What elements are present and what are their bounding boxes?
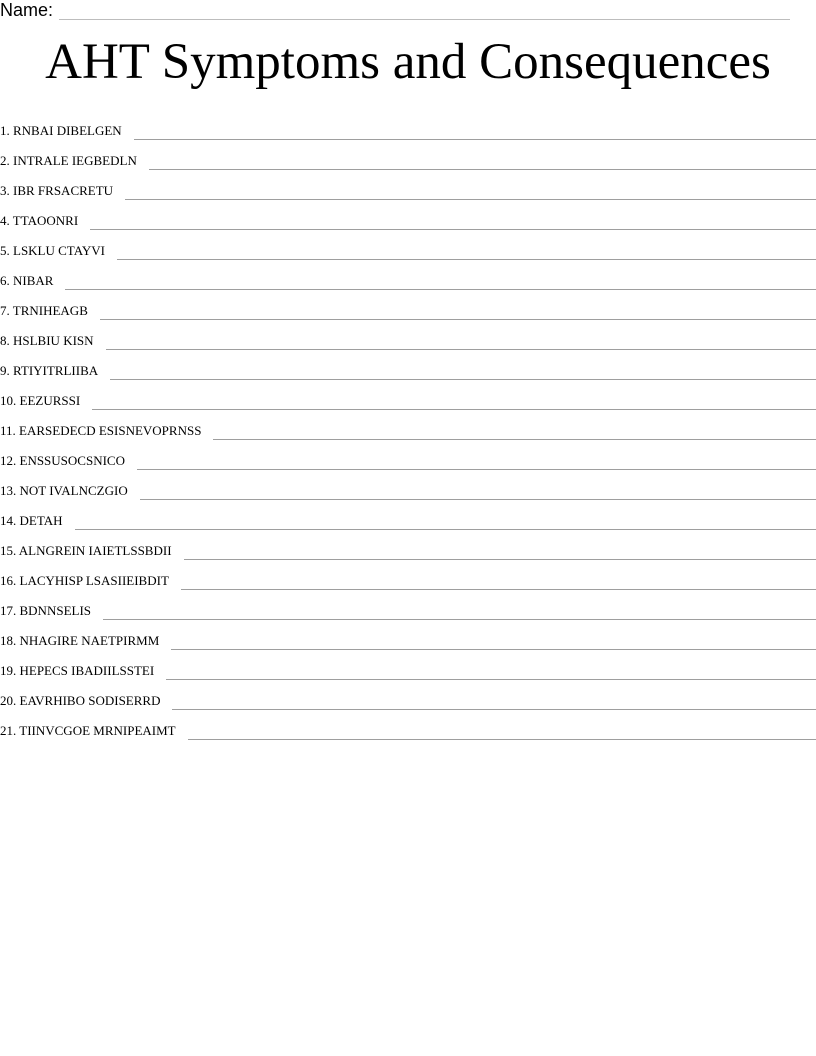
scrambled-word: TRNIHEAGB	[12, 303, 88, 318]
name-label: Name:	[0, 0, 54, 20]
answer-line[interactable]	[137, 455, 816, 470]
item-number: 10.	[0, 393, 17, 408]
puzzle-list	[0, 110, 816, 740]
item-number: 6.	[0, 273, 10, 288]
answer-line[interactable]	[140, 485, 816, 500]
puzzle-item	[0, 500, 816, 530]
item-number: 15.	[0, 543, 17, 558]
puzzle-item-text	[0, 394, 80, 410]
puzzle-item-text	[0, 154, 137, 170]
puzzle-item	[0, 320, 816, 350]
puzzle-item	[0, 650, 816, 680]
answer-line[interactable]	[110, 365, 816, 380]
scrambled-word: ALNGREIN IAIETLSSBDII	[18, 543, 172, 558]
item-number: 11.	[0, 423, 16, 438]
puzzle-item	[0, 710, 816, 740]
answer-line[interactable]	[172, 695, 816, 710]
puzzle-item	[0, 380, 816, 410]
item-number: 20.	[0, 693, 17, 708]
puzzle-item	[0, 110, 816, 140]
item-number: 14.	[0, 513, 17, 528]
scrambled-word: NIBAR	[13, 273, 54, 288]
puzzle-item-text	[0, 664, 154, 680]
answer-line[interactable]	[171, 635, 816, 650]
item-number: 8.	[0, 333, 10, 348]
item-number: 9.	[0, 363, 10, 378]
item-number: 17.	[0, 603, 17, 618]
scrambled-word: EAVRHIBO SODISERRD	[19, 693, 161, 708]
answer-line[interactable]	[213, 425, 816, 440]
scrambled-word: TIINVCGOE MRNIPEAIMT	[19, 723, 176, 738]
puzzle-item	[0, 170, 816, 200]
puzzle-item-text	[0, 304, 88, 320]
puzzle-item-text	[0, 184, 113, 200]
scrambled-word: IBR FRSACRETU	[13, 183, 114, 198]
puzzle-item	[0, 350, 816, 380]
puzzle-item	[0, 620, 816, 650]
name-line[interactable]	[59, 4, 790, 20]
puzzle-item	[0, 230, 816, 260]
puzzle-item	[0, 410, 816, 440]
item-number: 1.	[0, 123, 10, 138]
scrambled-word: TTAOONRI	[12, 213, 79, 228]
scrambled-word: ENSSUSOCSNICO	[19, 453, 125, 468]
scrambled-word: LACYHISP LSASIIEIBDIT	[19, 573, 169, 588]
answer-line[interactable]	[117, 245, 816, 260]
scrambled-word: DETAH	[19, 513, 63, 528]
scrambled-word: RNBAI DIBELGEN	[13, 123, 122, 138]
puzzle-item	[0, 290, 816, 320]
answer-line[interactable]	[106, 335, 816, 350]
puzzle-item-text	[0, 634, 159, 650]
item-number: 13.	[0, 483, 17, 498]
item-number: 2.	[0, 153, 10, 168]
item-number: 7.	[0, 303, 10, 318]
answer-line[interactable]	[184, 545, 816, 560]
name-row	[0, 0, 790, 20]
puzzle-item-text	[0, 574, 169, 590]
item-number: 18.	[0, 633, 17, 648]
puzzle-item	[0, 260, 816, 290]
puzzle-item-text	[0, 604, 91, 620]
answer-line[interactable]	[65, 275, 816, 290]
answer-line[interactable]	[103, 605, 816, 620]
puzzle-item-text	[0, 484, 128, 500]
item-number: 19.	[0, 663, 17, 678]
item-number: 16.	[0, 573, 17, 588]
answer-line[interactable]	[75, 515, 816, 530]
item-number: 12.	[0, 453, 17, 468]
puzzle-item	[0, 200, 816, 230]
scrambled-word: HSLBIU KISN	[13, 333, 94, 348]
scrambled-word: EEZURSSI	[19, 393, 81, 408]
scrambled-word: EARSEDECD ESISNEVOPRNSS	[19, 423, 202, 438]
puzzle-item-text	[0, 334, 94, 350]
answer-line[interactable]	[181, 575, 816, 590]
puzzle-item	[0, 470, 816, 500]
page-title: AHT Symptoms and Consequences	[45, 34, 771, 90]
item-number: 21.	[0, 723, 17, 738]
answer-line[interactable]	[166, 665, 816, 680]
puzzle-item-text	[0, 214, 78, 230]
scrambled-word: NHAGIRE NAETPIRMM	[19, 633, 160, 648]
puzzle-item-text	[0, 424, 201, 440]
puzzle-item	[0, 590, 816, 620]
scrambled-word: LSKLU CTAYVI	[13, 243, 106, 258]
scrambled-word: HEPECS IBADIILSSTEI	[19, 663, 155, 678]
puzzle-item	[0, 680, 816, 710]
scrambled-word: BDNNSELIS	[19, 603, 92, 618]
scrambled-word: INTRALE IEGBEDLN	[13, 153, 137, 168]
answer-line[interactable]	[188, 725, 816, 740]
answer-line[interactable]	[149, 155, 816, 170]
puzzle-item-text	[0, 514, 63, 530]
puzzle-item	[0, 530, 816, 560]
answer-line[interactable]	[125, 185, 816, 200]
puzzle-item-text	[0, 544, 172, 560]
puzzle-item-text	[0, 724, 176, 740]
puzzle-item-text	[0, 694, 160, 710]
item-number: 4.	[0, 213, 10, 228]
answer-line[interactable]	[90, 215, 816, 230]
puzzle-item-text	[0, 364, 98, 380]
answer-line[interactable]	[134, 125, 816, 140]
puzzle-item-text	[0, 124, 122, 140]
answer-line[interactable]	[100, 305, 816, 320]
scrambled-word: NOT IVALNCZGIO	[19, 483, 128, 498]
puzzle-item	[0, 140, 816, 170]
answer-line[interactable]	[92, 395, 816, 410]
puzzle-item-text	[0, 274, 53, 290]
puzzle-item-text	[0, 454, 125, 470]
puzzle-item	[0, 560, 816, 590]
item-number: 3.	[0, 183, 10, 198]
scrambled-word: RTIYITRLIIBA	[13, 363, 99, 378]
puzzle-item	[0, 440, 816, 470]
item-number: 5.	[0, 243, 10, 258]
puzzle-item-text	[0, 244, 105, 260]
